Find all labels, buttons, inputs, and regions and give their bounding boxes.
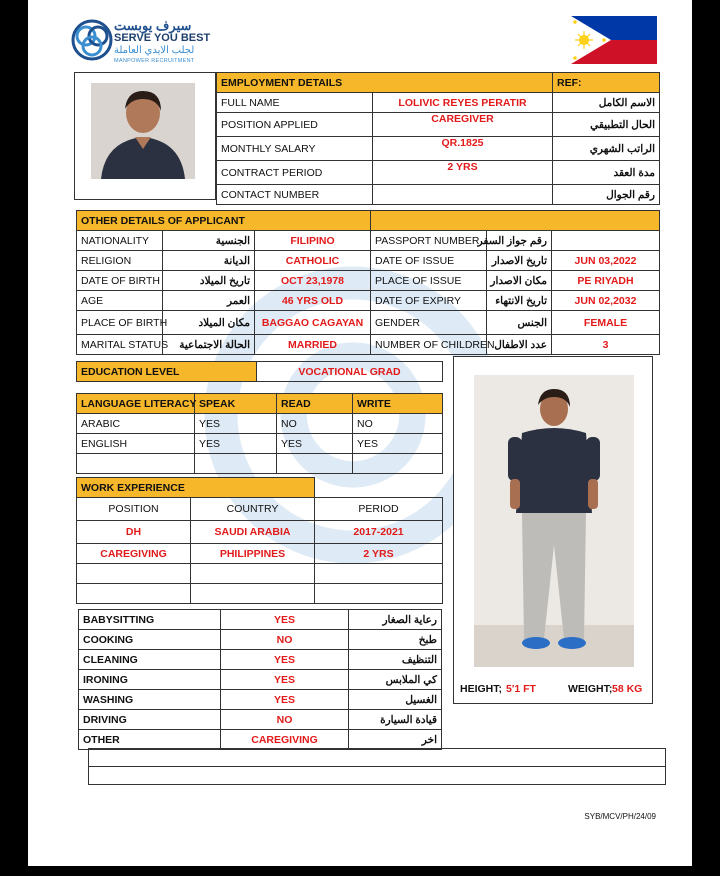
skill-label: CLEANING [79,650,221,670]
work-position: DH [77,521,191,544]
date-of-expiry-arabic: تاريخ الانتهاء [487,291,552,311]
other-details-header: OTHER DETAILS OF APPLICANT [77,211,371,231]
work-header-blank [315,478,443,498]
position-applied-value: CAREGIVER [373,113,553,137]
company-logo [70,18,220,68]
religion-label: RELIGION [77,251,163,271]
place-of-birth-value: BAGGAO CAGAYAN [255,311,371,335]
age-arabic: العمر [163,291,255,311]
logo-tagline: MANPOWER RECRUITMENT [114,58,195,64]
notes-table [88,748,666,785]
cv-page [28,0,692,866]
contract-period-value: 2 YRS [373,161,553,185]
date-of-expiry-label: DATE OF EXPIRY [371,291,487,311]
date-of-birth-value: OCT 23,1978 [255,271,371,291]
number-of-children-arabic: عدد الاطفال [487,335,552,355]
language-name: ENGLISH [77,434,195,454]
work-country: PHILIPPINES [191,544,315,564]
skill-label: DRIVING [79,710,221,730]
position-column-header: POSITION [77,498,191,521]
monthly-salary-label: MONTHLY SALARY [217,137,373,161]
work-position [77,584,191,604]
education-level-label: EDUCATION LEVEL [77,362,257,382]
applicant-headshot-frame [74,72,216,200]
read-value [277,454,353,474]
skill-arabic: الغسيل [349,690,442,710]
date-of-issue-label: DATE OF ISSUE [371,251,487,271]
skill-value: CAREGIVING [221,730,349,750]
gender-value: FEMALE [552,311,660,335]
marital-status-arabic: الحالة الاجتماعية [163,335,255,355]
speak-value [195,454,277,474]
contract-period-label: CONTRACT PERIOD [217,161,373,185]
skill-value: NO [221,630,349,650]
skill-value: YES [221,610,349,630]
full-name-arabic: الاسم الكامل [553,93,660,113]
write-value: YES [353,434,443,454]
read-value: NO [277,414,353,434]
work-experience-table [76,477,443,604]
logo-english-name: SERVE YOU BEST [114,32,211,44]
marital-status-label: MARITAL STATUS [77,335,163,355]
date-of-birth-label: DATE OF BIRTH [77,271,163,291]
skill-label: BABYSITTING [79,610,221,630]
language-name: ARABIC [77,414,195,434]
education-level-value: VOCATIONAL GRAD [257,362,443,382]
education-table [76,361,443,382]
read-value: YES [277,434,353,454]
work-period: 2017-2021 [315,521,443,544]
position-applied-arabic: الحال التطبيقي [553,113,660,137]
work-position [77,564,191,584]
work-position: CAREGIVING [77,544,191,564]
age-value: 46 YRS OLD [255,291,371,311]
work-country [191,584,315,604]
country-column-header: COUNTRY [191,498,315,521]
logo-arabic-name: سيرف يوبست [114,18,192,33]
ref-label: REF: [553,73,660,93]
nationality-arabic: الجنسية [163,231,255,251]
reference-code: SYB/MCV/PH/24/09 [584,812,656,821]
speak-value: YES [195,434,277,454]
date-of-issue-value: JUN 03,2022 [552,251,660,271]
skill-arabic: قيادة السيارة [349,710,442,730]
religion-value: CATHOLIC [255,251,371,271]
read-header: READ [277,394,353,414]
place-of-issue-label: PLACE OF ISSUE [371,271,487,291]
monthly-salary-value: QR.1825 [373,137,553,161]
religion-arabic: الديانة [163,251,255,271]
applicant-headshot-photo [91,83,195,179]
skill-arabic: كي الملابس [349,670,442,690]
philippine-flag-icon [571,16,657,64]
place-of-issue-arabic: مكان الاصدار [487,271,552,291]
skill-label: WASHING [79,690,221,710]
gender-arabic: الجنس [487,311,552,335]
contract-period-arabic: مدة العقد [553,161,660,185]
serve-you-best-logo-icon [70,18,114,62]
work-period [315,564,443,584]
skill-value: YES [221,670,349,690]
place-of-birth-label: PLACE OF BIRTH [77,311,163,335]
notes-row [89,767,666,785]
skill-arabic: التنظيف [349,650,442,670]
language-literacy-header: LANGUAGE LITERACY [77,394,195,414]
language-name [77,454,195,474]
nationality-value: FILIPINO [255,231,371,251]
other-details-table [76,210,660,355]
monthly-salary-arabic: الراتب الشهري [553,137,660,161]
skill-label: OTHER [79,730,221,750]
skill-value: YES [221,650,349,670]
notes-row [89,749,666,767]
write-value: NO [353,414,443,434]
weight-label: WEIGHT; [568,683,613,695]
write-value [353,454,443,474]
employment-details-header: EMPLOYMENT DETAILS [217,73,553,93]
work-period: 2 YRS [315,544,443,564]
speak-value: YES [195,414,277,434]
passport-number-label: PASSPORT NUMBER [371,231,487,251]
applicant-full-body-frame [453,356,653,704]
place-of-issue-value: PE RIYADH [552,271,660,291]
date-of-expiry-value: JUN 02,2032 [552,291,660,311]
contact-number-value [373,185,553,205]
gender-label: GENDER [371,311,487,335]
date-of-birth-arabic: تاريخ الميلاد [163,271,255,291]
skill-label: IRONING [79,670,221,690]
full-name-label: FULL NAME [217,93,373,113]
full-name-value: LOLIVIC REYES PERATIR [373,93,553,113]
skill-value: NO [221,710,349,730]
passport-number-arabic: رقم جواز السفر [487,231,552,251]
applicant-full-body-photo [474,375,634,667]
height-label: HEIGHT; [460,683,502,695]
speak-header: SPEAK [195,394,277,414]
height-value: 5'1 FT [506,683,536,695]
employment-details-table [216,72,660,205]
skill-label: COOKING [79,630,221,650]
logo-arabic-subtitle: لجلب الايدي العاملة [114,45,195,56]
number-of-children-value: 3 [552,335,660,355]
work-experience-header: WORK EXPERIENCE [77,478,315,498]
work-country: SAUDI ARABIA [191,521,315,544]
age-label: AGE [77,291,163,311]
position-applied-label: POSITION APPLIED [217,113,373,137]
contact-number-arabic: رقم الجوال [553,185,660,205]
other-details-header-blank [371,211,660,231]
passport-number-value [552,231,660,251]
nationality-label: NATIONALITY [77,231,163,251]
number-of-children-label: NUMBER OF CHILDREN [371,335,487,355]
skill-arabic: طبخ [349,630,442,650]
skill-arabic: رعاية الصغار [349,610,442,630]
language-literacy-table [76,393,443,474]
period-column-header: PERIOD [315,498,443,521]
date-of-issue-arabic: تاريخ الاصدار [487,251,552,271]
skill-value: YES [221,690,349,710]
write-header: WRITE [353,394,443,414]
skills-table [78,609,442,750]
work-period [315,584,443,604]
place-of-birth-arabic: مكان الميلاد [163,311,255,335]
marital-status-value: MARRIED [255,335,371,355]
weight-value: 58 KG [612,683,643,695]
contact-number-label: CONTACT NUMBER [217,185,373,205]
skill-arabic: اخر [349,730,442,750]
work-country [191,564,315,584]
